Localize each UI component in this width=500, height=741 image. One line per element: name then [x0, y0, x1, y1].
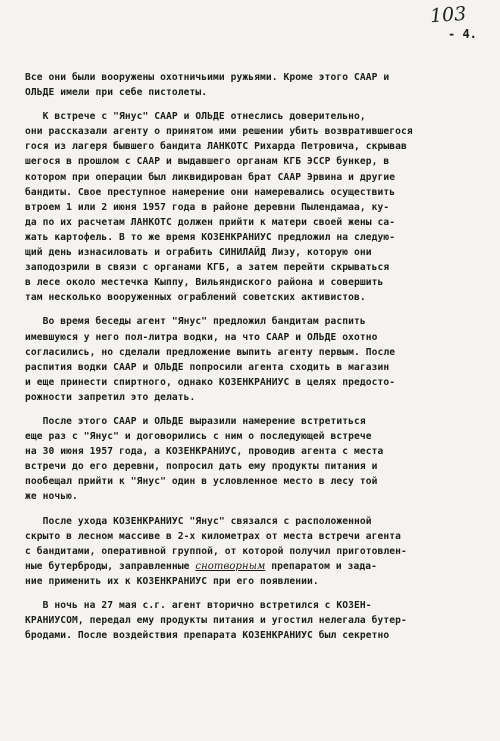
text-line: Все они были вооружены охотничьими ружьями. Кроме этого СААР и [25, 72, 390, 83]
text-line: КРАНИУСОМ, передал ему продукты питания и угостил нелегала бутер- [25, 615, 407, 627]
text-line: на 30 июня 1957 года, а КОЗЕНКРАНИУС, проводив агента с места [25, 446, 384, 458]
text-line: К встрече с "Янус" СААР и ОЛЬДЕ отнеслись доверительно, [25, 111, 366, 123]
paragraph [25, 70, 491, 100]
text-line: распития водки СААР и ОЛЬДЕ попросили агента сходить в магазин [25, 361, 390, 373]
paragraph-gap [25, 100, 491, 109]
text-line: рожности запретил это делать. [25, 391, 196, 403]
paragraph-gap [25, 505, 491, 514]
text-line: жать картофель. В то же время КОЗЕНКРАНИУС предложил на следую- [25, 231, 396, 243]
text-line: щий день изнасиловать и ограбить СИНИЛАЙД Лизу, которую они [25, 247, 372, 259]
text-line: Во время беседы агент "Янус" предложил бандитам распить [25, 316, 366, 328]
text-line: втроем 1 или 2 июня 1957 года в районе деревни Пылендамаа, ку- [25, 201, 390, 213]
paragraph-gap [25, 305, 491, 314]
paragraph-gap [25, 589, 491, 598]
text-line: бродами. После воздействия препарата КОЗЕНКРАНИУС был секретно [25, 630, 390, 642]
text-line: да по их расчетам ЛАНКОТС должен прийти к матери своей жены са- [25, 216, 396, 228]
text-line: пообещал прийти к "Янус" один в условленное место в лесу той [25, 476, 378, 488]
text-line: встречи до его деревни, попросил дать ему продукты питания и [25, 461, 378, 473]
paragraph-gap [25, 405, 491, 414]
text-line: там несколько вооруженных ограблений советских активистов. [25, 292, 366, 304]
handwritten-insert: снотворным [195, 560, 266, 572]
text-line: скрыто в лесном массиве в 2-х километрах от места встречи агента [25, 530, 402, 542]
text-line: и еще принести спиртного, однако КОЗЕНКРАНИУС в целях предосто- [25, 376, 396, 388]
text-line: шегося в прошлом с СААР и выдавшего органам КГБ ЭССР бункер, в [25, 156, 390, 168]
text-line: ОЛЬДЕ имели при себе пистолеты. [25, 87, 208, 99]
paragraph [25, 598, 491, 643]
text-line: гося из лагеря бывшего бандита ЛАНКОТС Рихарда Петровича, скрывав [25, 141, 407, 153]
page-number: - 4. [448, 27, 477, 41]
paragraph [25, 109, 491, 305]
text-line: В ночь на 27 мая с.г. агент вторично встретился с КОЗЕН- [25, 600, 372, 611]
text-line: ние применить их к КОЗЕНКРАНИУС при его появлении. [25, 575, 319, 587]
text-line: еще раз с "Янус" и договорились с ним о последующей встрече [25, 431, 372, 443]
text-line: ные бутерброды, заправленные снотворным препаратом и зада- [25, 560, 378, 572]
text-line: согласились, но сделали предложение выпить агенту первым. После [25, 346, 396, 358]
paragraph [25, 514, 491, 589]
text-line: с бандитами, оперативной группой, от которой получил приготовлен- [25, 545, 407, 557]
text-line: котором при операции был ликвидирован брат СААР Эрвина и другие [25, 171, 396, 183]
text-line: После ухода КОЗЕНКРАНИУС "Янус" связался с расположенной [25, 515, 372, 527]
text-line: имевшуюся у него пол-литра водки, на что СААР и ОЛЬДЕ охотно [25, 331, 378, 343]
text-line: После этого СААР и ОЛЬДЕ выразили намерение встретиться [25, 415, 366, 427]
text-line: заподозрили в связи с органами КГБ, а затем перейти скрываться [25, 262, 390, 274]
text-line: бандиты. Свое преступное намерение они намеревались осуществить [25, 186, 396, 198]
text-line: же ночью. [25, 491, 78, 503]
handwritten-page-number: 103 [429, 2, 467, 28]
paragraph [25, 414, 491, 505]
document-body [25, 70, 491, 643]
text-line: они рассказали агенту о принятом ими решении убить возвратившегося [25, 126, 413, 138]
paragraph [25, 314, 491, 405]
text-line: в лесе около местечка Кыппу, Вильяндиского района и совершить [25, 277, 384, 289]
